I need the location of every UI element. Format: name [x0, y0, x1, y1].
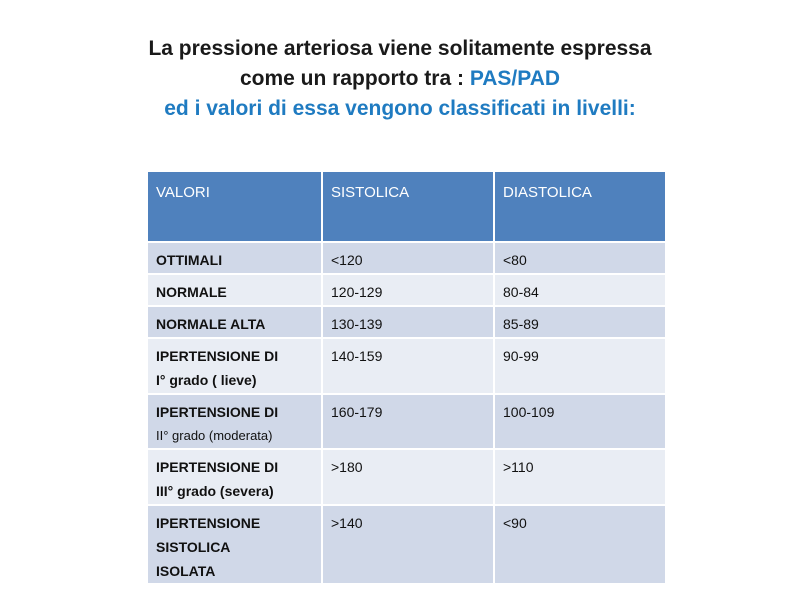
row-label-line: NORMALE — [156, 284, 227, 300]
table-header-row — [148, 172, 666, 242]
header-valori: VALORI — [148, 172, 322, 242]
sistolica-cell: <120 — [322, 242, 494, 274]
table-row — [148, 306, 666, 338]
diastolica-cell: >110 — [494, 449, 666, 505]
title-line-2 — [0, 64, 800, 94]
row-label-line: ISOLATA — [156, 563, 216, 579]
sistolica-cell: >180 — [322, 449, 494, 505]
table-row — [148, 505, 666, 584]
diastolica-cell: 100-109 — [494, 394, 666, 449]
blood-pressure-levels-table — [148, 172, 667, 585]
diastolica-cell: <90 — [494, 505, 666, 584]
row-label — [148, 242, 322, 274]
diastolica-cell: 80-84 — [494, 274, 666, 306]
table-row — [148, 242, 666, 274]
row-label-line: IPERTENSIONE DI — [156, 459, 279, 475]
row-label-line: III° grado (severa) — [156, 483, 274, 499]
sistolica-cell: 120-129 — [322, 274, 494, 306]
row-label-line: SISTOLICA — [156, 539, 231, 555]
row-label — [148, 306, 322, 338]
row-label-line: I° grado ( lieve) — [156, 372, 257, 388]
row-label-line: II° grado (moderata) — [156, 428, 273, 443]
row-label — [148, 505, 322, 584]
row-label — [148, 274, 322, 306]
row-label-line: IPERTENSIONE DI — [156, 348, 279, 364]
row-label — [148, 394, 322, 449]
table-row — [148, 274, 666, 306]
sistolica-cell: 130-139 — [322, 306, 494, 338]
diastolica-cell: <80 — [494, 242, 666, 274]
row-label — [148, 449, 322, 505]
header-diastolica: DIASTOLICA — [494, 172, 666, 242]
sistolica-cell: 160-179 — [322, 394, 494, 449]
row-label-line: NORMALE ALTA — [156, 316, 266, 332]
title-line-2-prefix: come un rapporto tra : — [239, 67, 470, 90]
sistolica-cell: 140-159 — [322, 338, 494, 394]
title-line-3: ed i valori di essa vengono classificati in livelli: — [164, 97, 636, 120]
sistolica-cell: >140 — [322, 505, 494, 584]
title-line-1: La pressione arteriosa viene solitamente espressa — [148, 37, 652, 60]
title-highlight-pas-pad: PAS/PAD — [469, 67, 561, 90]
table-row — [148, 338, 666, 394]
slide-title — [0, 34, 800, 124]
row-label-line: OTTIMALI — [156, 252, 223, 268]
header-sistolica: SISTOLICA — [322, 172, 494, 242]
row-label — [148, 338, 322, 394]
table-row — [148, 449, 666, 505]
row-label-line: IPERTENSIONE DI — [156, 404, 279, 420]
table-row — [148, 394, 666, 449]
diastolica-cell: 85-89 — [494, 306, 666, 338]
row-label-line: IPERTENSIONE — [156, 515, 261, 531]
diastolica-cell: 90-99 — [494, 338, 666, 394]
